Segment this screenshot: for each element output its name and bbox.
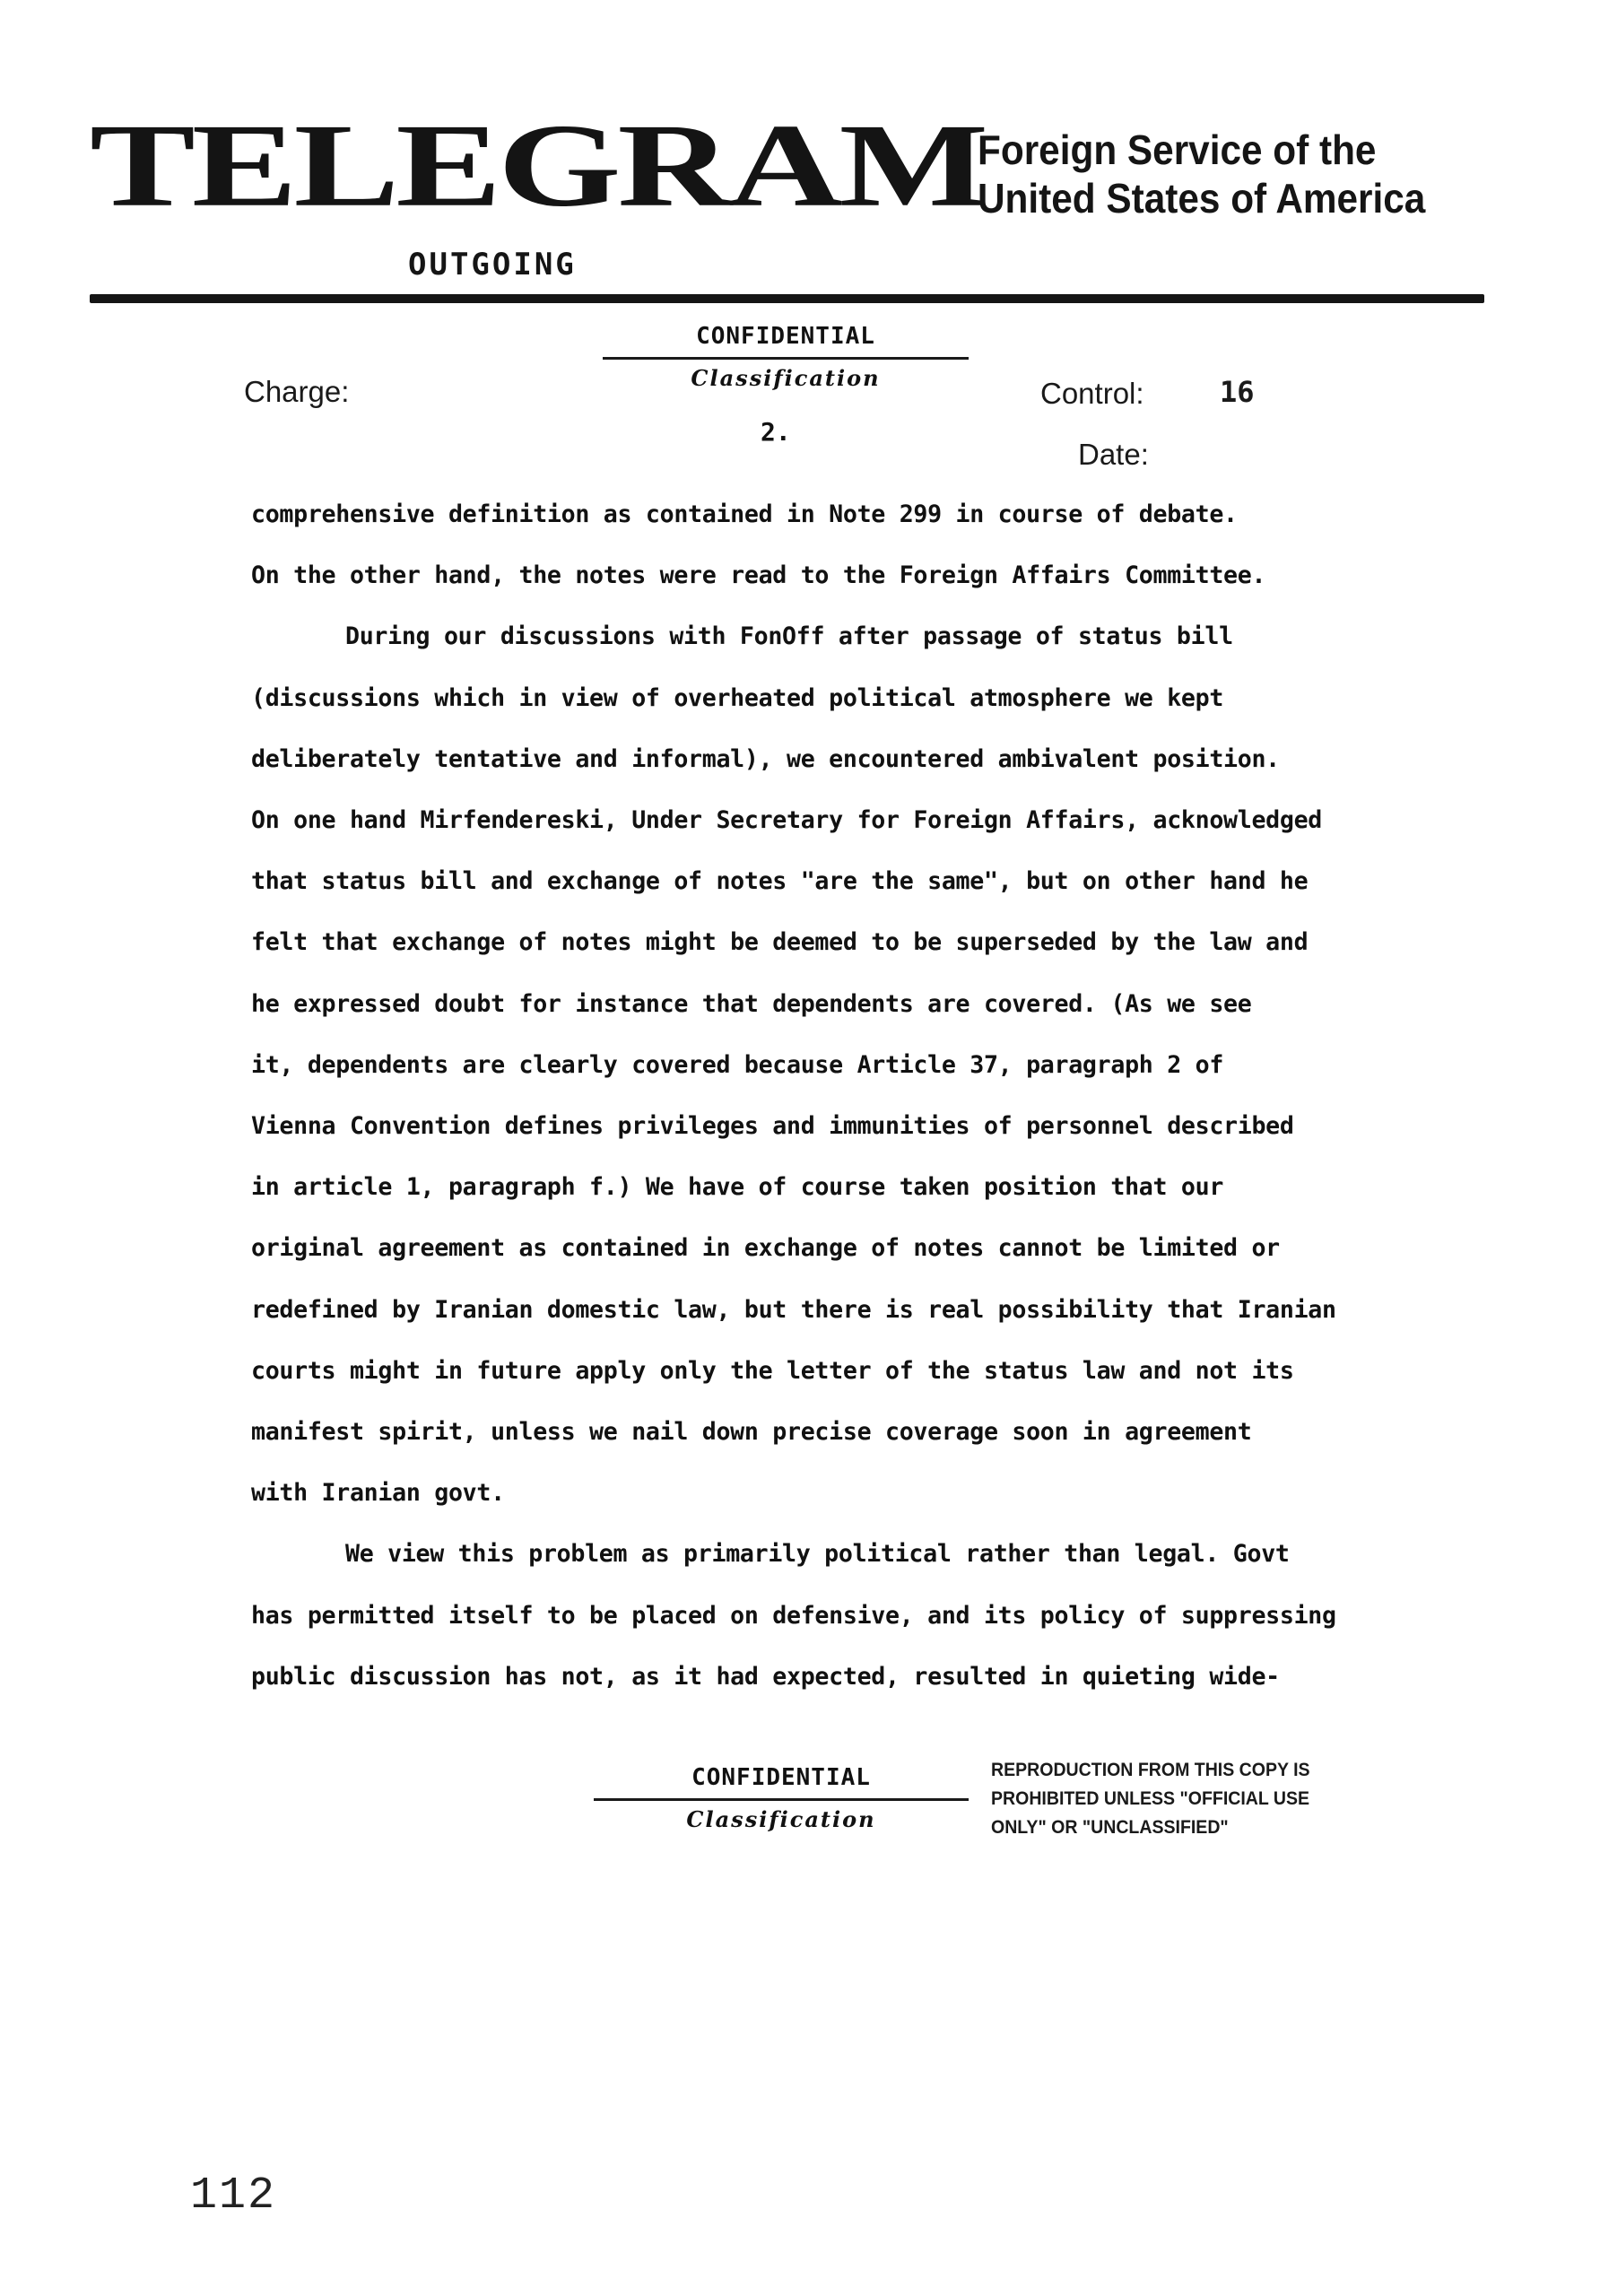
classification-value: CONFIDENTIAL [696, 323, 875, 350]
body-line: public discussion has not, as it had expected, resulted in quieting wide- [251, 1662, 1280, 1691]
classification-block-top [603, 323, 969, 391]
message-body [251, 484, 1462, 1708]
classification-rule-footer [594, 1798, 969, 1801]
control-label: Control: [1040, 377, 1144, 410]
page-number: 112 [190, 2170, 277, 2222]
page-marker: 2. [761, 417, 791, 447]
body-line: manifest spirit, unless we nail down precise coverage soon in agreement [251, 1418, 1252, 1447]
direction-label: OUTGOING [408, 247, 577, 283]
body-line: with Iranian govt. [251, 1479, 505, 1508]
body-line: redefined by Iranian domestic law, but there is real possibility that Iranian [251, 1295, 1336, 1324]
classification-caption-footer: Classification [686, 1806, 876, 1832]
header-divider [90, 294, 1484, 303]
classification-caption: Classification [691, 365, 881, 391]
reproduction-notice [991, 1756, 1310, 1842]
body-line: original agreement as contained in exchange of notes cannot be limited or [251, 1234, 1280, 1263]
body-line: felt that exchange of notes might be deemed to be superseded by the law and [251, 928, 1309, 957]
telegram-title: TELEGRAM [90, 99, 986, 231]
classification-block-bottom [594, 1764, 969, 1832]
body-line: (discussions which in view of overheated political atmosphere we kept [251, 683, 1224, 712]
reproduction-line-2: PROHIBITED UNLESS "OFFICIAL USE [991, 1788, 1310, 1809]
agency-line-1: Foreign Service of the [978, 126, 1377, 173]
agency-name [978, 126, 1425, 222]
agency-line-2: United States of America [978, 175, 1426, 222]
body-line: in article 1, paragraph f.) We have of course taken position that our [251, 1173, 1224, 1202]
control-value: 16 [1220, 375, 1255, 409]
date-label: Date: [1078, 438, 1149, 471]
body-line: We view this problem as primarily political rather than legal. Govt [345, 1540, 1290, 1569]
body-line: On the other hand, the notes were read to the Foreign Affairs Committee. [251, 561, 1266, 590]
body-line: he expressed doubt for instance that dependents are covered. (As we see [251, 989, 1252, 1018]
body-line: Vienna Convention defines privileges and immunities of personnel described [251, 1112, 1294, 1141]
charge-label: Charge: [244, 375, 350, 408]
body-line: comprehensive definition as contained in Note 299 in course of debate. [251, 500, 1238, 528]
body-line: courts might in future apply only the letter of the status law and not its [251, 1356, 1294, 1385]
classification-rule [603, 357, 969, 360]
reproduction-line-3: ONLY" OR "UNCLASSIFIED" [991, 1817, 1229, 1838]
body-line: On one hand Mirfendereski, Under Secretary for Foreign Affairs, acknowledged [251, 806, 1323, 835]
body-line: that status bill and exchange of notes "are the same", but on other hand he [251, 867, 1309, 896]
reproduction-line-1: REPRODUCTION FROM THIS COPY IS [991, 1760, 1310, 1780]
body-line: During our discussions with FonOff after passage of status bill [345, 622, 1233, 651]
body-line: deliberately tentative and informal), we encountered ambivalent position. [251, 744, 1280, 773]
body-line: it, dependents are clearly covered because Article 37, paragraph 2 of [251, 1050, 1224, 1079]
classification-value-footer: CONFIDENTIAL [691, 1764, 871, 1791]
body-line: has permitted itself to be placed on defensive, and its policy of suppressing [251, 1601, 1336, 1630]
